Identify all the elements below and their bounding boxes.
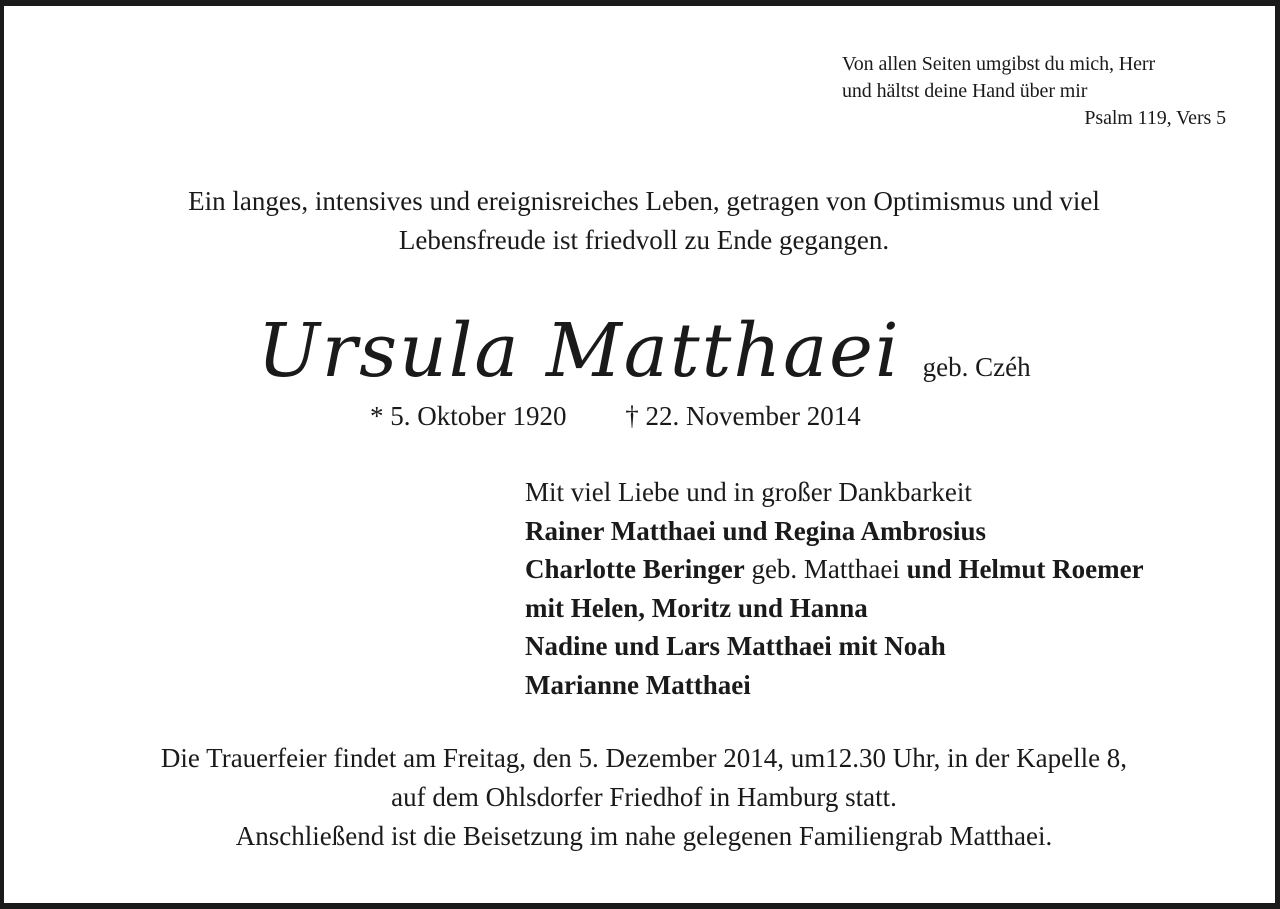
mourner-row (525, 550, 1144, 589)
mourner-row: mit Helen, Moritz und Hanna (525, 592, 868, 623)
psalm-reference: Psalm 119, Vers 5 (1084, 107, 1226, 129)
mourners-list (525, 473, 1144, 704)
service-line-3: Anschließend ist die Beisetzung im nahe gelegenen Familiengrab Matthaei. (235, 821, 1053, 851)
psalm-line-2: und hältst deine Hand über mir (842, 80, 1088, 102)
psalm-quote (842, 51, 1226, 132)
mourner-row: Rainer Matthaei und Regina Ambrosius (525, 515, 987, 546)
mourner-birth-name: geb. Matthaei (744, 554, 907, 584)
service-line-1: Die Trauerfeier findet am Freitag, den 5. Dezember 2014, um12.30 Uhr, in der Kapelle 8, (160, 743, 1128, 773)
deceased-birth-name: geb. Czéh (922, 352, 1031, 382)
mourner-row: Marianne Matthaei (525, 669, 751, 700)
birth-date: * 5. Oktober 1920 (370, 401, 567, 431)
mourners-intro: Mit viel Liebe und in großer Dankbarkeit (525, 477, 972, 507)
service-line-2: auf dem Ohlsdorfer Friedhof in Hamburg statt. (391, 782, 897, 812)
life-dates (370, 398, 861, 434)
deceased-name: Ursula Matthaei (257, 308, 901, 394)
intro-text (4, 182, 1280, 260)
intro-line-2: Lebensfreude ist friedvoll zu Ende gegangen. (398, 225, 890, 255)
mourner-partner: und Helmut Roemer (906, 554, 1144, 584)
mourner-name: Charlotte Beringer (525, 554, 745, 584)
mourner-row: Nadine und Lars Matthaei mit Noah (525, 631, 946, 661)
deceased-name-row (4, 306, 1280, 396)
intro-line-1: Ein langes, intensives und ereignisreiches Leben, getragen von Optimismus und viel (188, 186, 1100, 216)
death-date: † 22. November 2014 (625, 401, 861, 431)
psalm-line-1: Von allen Seiten umgibst du mich, Herr (842, 53, 1156, 75)
funeral-service-info (4, 739, 1280, 856)
